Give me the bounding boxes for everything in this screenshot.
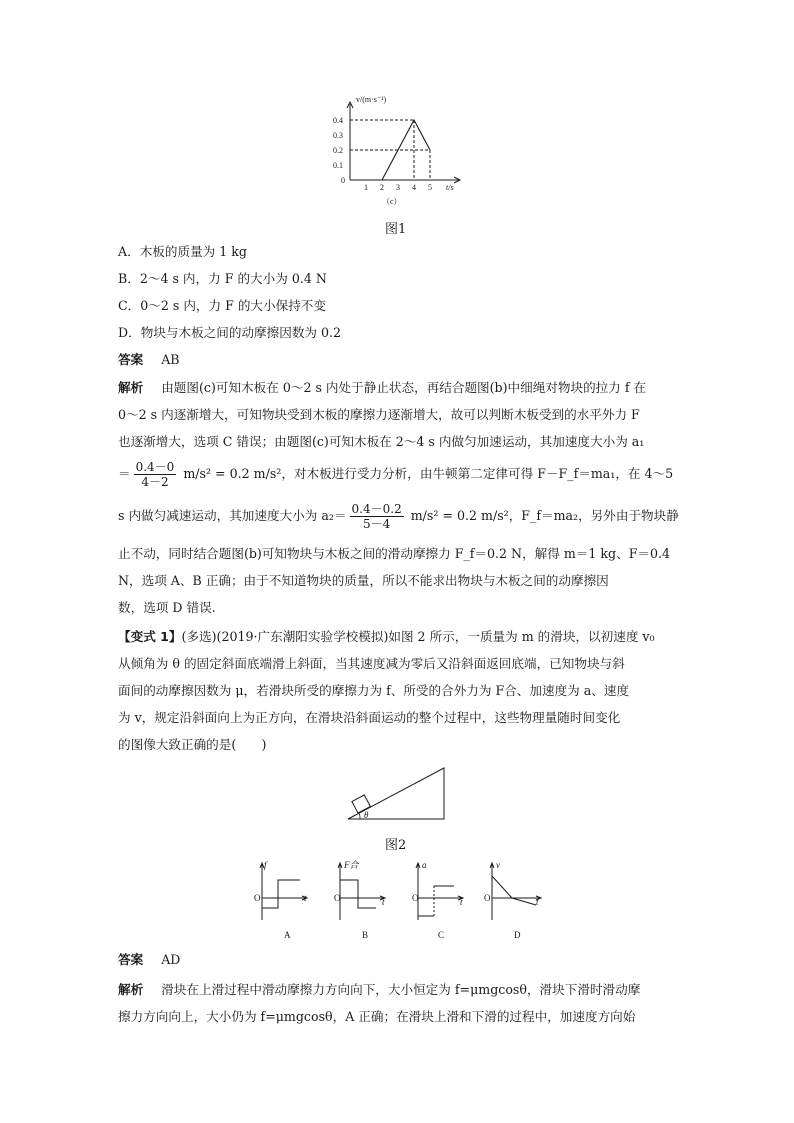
incline-triangle (348, 768, 444, 819)
xtick-2: 2 (380, 183, 384, 192)
analysis-line-6: 止不动，同时结合题图(b)可知物块与木板之间的滑动摩擦力 F_f＝0.2 N，解得 m＝1 kg、F＝0.4 (118, 546, 671, 561)
graph-a-axis-label: f (264, 860, 267, 870)
analysis-line-5: s 内做匀减速运动，其加速度大小为 a₂＝ $\frac{0.4-0.2}{5-4}$ m/s² = 0.2 m/s²，F_f＝ma₂，另外由于物块静 (118, 502, 679, 531)
graph-d-axis-label: v (496, 860, 500, 870)
option-b: B．2～4 s 内，力 F 的大小为 0.4 N (118, 271, 327, 286)
graph-b-label: B (362, 930, 369, 940)
graph-b-t-label: t (382, 897, 385, 907)
variant-line-2: 从倾角为 θ 的固定斜面底端滑上斜面，当其速度减为零后又沿斜面返回底端，已知物块与斜 (118, 656, 625, 671)
graph-c-axis-label: a (422, 860, 427, 870)
analysis-line-4: ＝ $\frac{0.4-0}{4-2}$ m/s² = 0.2 m/s²，对木板进行受力分析，由牛顿第二定律可得 F－F_f＝ma₁，在 4～5 (118, 460, 674, 489)
figure2-caption: 图2 (385, 838, 407, 853)
figure1-vt-graph (330, 92, 470, 212)
graph-c-label: C (438, 930, 445, 940)
ytick-0.4: 0.4 (333, 116, 343, 125)
ytick-0.1: 0.1 (333, 161, 343, 170)
ytick-0.3: 0.3 (333, 131, 343, 140)
fraction-a1: $\frac{0.4-0}{4-2}$ (135, 460, 175, 489)
analysis-line-1: 解析 由题图(c)可知木板在 0～2 s 内处于静止状态，再结合题图(b)中细绳对物块的拉力 f 在 (118, 380, 647, 395)
angle-arc (359, 813, 360, 819)
analysis2-line-1: 解析 滑块在上滑过程中滑动摩擦力方向向下，大小恒定为 f=μmgcosθ，滑块下滑时滑动摩 (118, 982, 641, 997)
option-d: D．物块与木板之间的动摩擦因数为 0.2 (118, 325, 342, 340)
xtick-3: 3 (396, 183, 400, 192)
graph-c-origin: O (412, 893, 419, 903)
graph-d-origin: O (484, 893, 491, 903)
answer-label: 答案 (118, 352, 144, 367)
graph-a-t-label: t (304, 893, 307, 903)
option-graphs (240, 858, 560, 944)
variant-line-5: 的图像大致正确的是( ) (118, 737, 267, 752)
xtick-4: 4 (412, 183, 416, 192)
analysis-line-3: 也逐渐增大，选项 C 错误；由题图(c)可知木板在 2～4 s 内做匀加速运动，其加速度大小为 a₁ (118, 434, 645, 449)
answer-row-1 (118, 352, 180, 368)
graph-b-axis-label: F合 (344, 860, 359, 870)
answer-row-2 (118, 952, 180, 968)
figure2-incline (340, 764, 452, 824)
ytick-0: 0 (341, 176, 345, 185)
graph-b-curve (340, 880, 376, 908)
xtick-1: 1 (364, 183, 368, 192)
variant-line-4: 为 v，规定沿斜面向上为正方向，在滑块沿斜面运动的整个过程中，这些物理量随时间变化 (118, 710, 621, 725)
analysis-label: 解析 (118, 380, 144, 395)
figure1-sublabel: （c） (382, 197, 402, 206)
ytick-0.2: 0.2 (333, 146, 343, 155)
option-c: C．0～2 s 内，力 F 的大小保持不变 (118, 298, 326, 313)
option-a: A．木板的质量为 1 kg (118, 244, 247, 259)
answer2-value: AD (161, 952, 181, 967)
graph-a-curve (262, 880, 300, 908)
theta-label: θ (364, 810, 369, 820)
graph-d-label: D (514, 930, 521, 940)
variant-line-1: 【变式 1】(多选)(2019·广东潮阳实验学校模拟)如图 2 所示，一质量为 m 的滑块，以初速度 v₀ (118, 629, 655, 644)
analysis-line-2: 0～2 s 内逐渐增大，可知物块受到木板的摩擦力逐渐增大，故可以判断木板受到的水平外力 F (118, 407, 640, 422)
xtick-5: 5 (428, 183, 432, 192)
figure1-caption: 图1 (385, 222, 407, 237)
graph-d-curve (492, 876, 536, 905)
analysis-line-8: 数，选项 D 错误. (118, 600, 216, 615)
answer-value: AB (161, 352, 180, 367)
variant-line-3: 面间的动摩擦因数为 μ，若滑块所受的摩擦力为 f、所受的合外力为 F合、加速度为 a、速度 (118, 683, 630, 698)
analysis2-label: 解析 (118, 982, 144, 997)
graph-a-label: A (284, 930, 291, 940)
analysis-line-7: N，选项 A、B 正确；由于不知道物块的质量，所以不能求出物块与木板之间的动摩擦因 (118, 573, 609, 588)
analysis2-line-2: 擦力方向向上，大小仍为 f=μmgcosθ，A 正确；在滑块上滑和下滑的过程中，加速度方向始 (118, 1009, 636, 1024)
x-axis-label: t/s (446, 183, 454, 192)
graph-c-t-label: t (460, 897, 463, 907)
graph-d-t-label: t (536, 897, 539, 907)
graph-a-origin: O (254, 893, 261, 903)
graph-b-origin: O (334, 893, 341, 903)
y-axis-label: v/(m·s⁻¹) (356, 95, 387, 104)
answer2-label: 答案 (118, 952, 144, 967)
fraction-a2: $\frac{0.4-0.2}{5-4}$ (351, 502, 402, 531)
variant-label: 【变式 1】 (118, 629, 182, 644)
